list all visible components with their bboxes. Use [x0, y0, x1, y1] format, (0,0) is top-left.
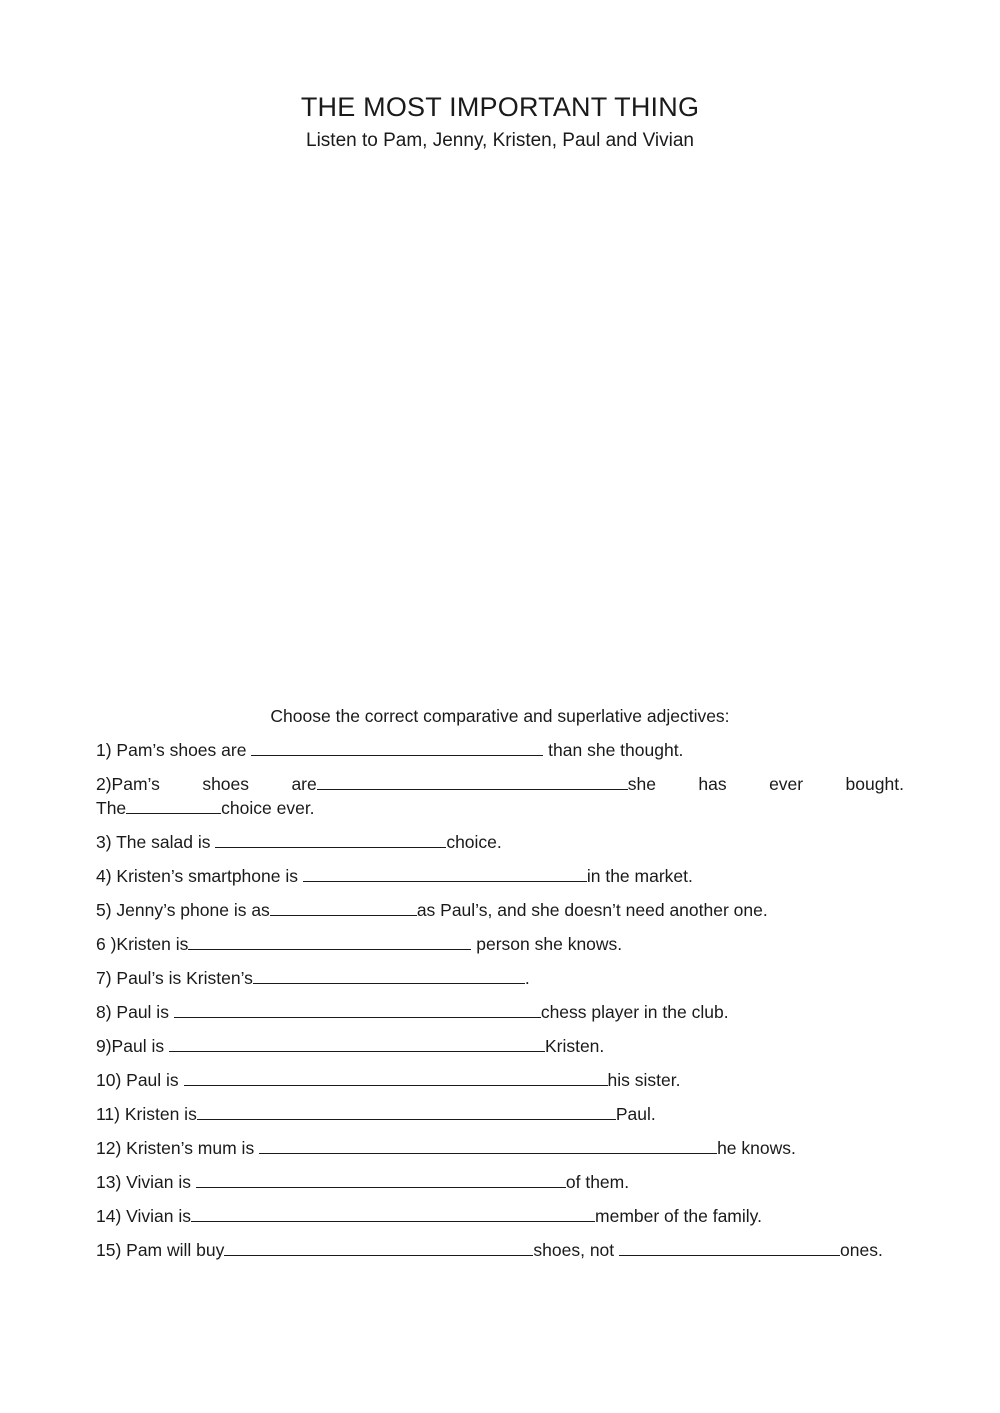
question-text: as Paul’s, and she doesn’t need another one. [416, 900, 768, 920]
question-7 [96, 966, 904, 990]
question-text: of them. [565, 1172, 630, 1192]
question-2-line-1 [96, 772, 904, 796]
answer-blank-7[interactable] [253, 967, 525, 984]
exercise-list [96, 738, 904, 1272]
question-text: are [291, 774, 317, 794]
answer-blank-13[interactable] [196, 1171, 566, 1188]
question-9 [96, 1034, 904, 1058]
question-text: Paul. [615, 1104, 656, 1124]
question-text: choice. [446, 832, 502, 852]
question-text: ones. [840, 1240, 883, 1260]
answer-blank-15a[interactable] [224, 1239, 533, 1256]
question-text: she [627, 774, 656, 794]
question-5 [96, 898, 904, 922]
question-6 [96, 932, 904, 956]
answer-blank-1[interactable] [251, 739, 543, 756]
question-text: bought. [845, 774, 904, 794]
question-text: 5) Jenny’s phone is as [96, 900, 270, 920]
question-text: his sister. [607, 1070, 681, 1090]
question-text: 12) Kristen’s mum is [96, 1138, 260, 1158]
question-text: 2)Pam’s [96, 774, 160, 794]
answer-blank-2a[interactable] [317, 773, 628, 790]
question-text: person she knows. [471, 934, 623, 954]
question-text: 15) Pam will buy [96, 1240, 225, 1260]
question-text: 6 )Kristen is [96, 934, 189, 954]
question-11 [96, 1102, 904, 1126]
question-text: ever [769, 774, 804, 794]
question-text: than she thought. [543, 740, 684, 760]
question-8 [96, 1000, 904, 1024]
question-2 [96, 772, 904, 820]
question-text: The [96, 798, 127, 818]
worksheet-title: THE MOST IMPORTANT THING [300, 92, 700, 122]
question-3 [96, 830, 904, 854]
question-text: 9)Paul is [96, 1036, 169, 1056]
answer-blank-4[interactable] [303, 865, 587, 882]
question-text: has [698, 774, 727, 794]
question-text: 3) The salad is [96, 832, 216, 852]
question-12 [96, 1136, 904, 1160]
question-text: 1) Pam’s shoes are [96, 740, 252, 760]
question-text: shoes [202, 774, 250, 794]
question-text: 4) Kristen’s smartphone is [96, 866, 303, 886]
question-text: 10) Paul is [96, 1070, 184, 1090]
answer-blank-2b[interactable] [126, 797, 221, 814]
question-text: choice ever. [221, 798, 315, 818]
question-text: 7) Paul’s is Kristen’s [96, 968, 253, 988]
question-4 [96, 864, 904, 888]
question-15 [96, 1238, 904, 1262]
answer-blank-11[interactable] [197, 1103, 616, 1120]
question-2-line-2 [96, 796, 904, 820]
answer-blank-5[interactable] [270, 899, 417, 916]
blank-image-area [96, 170, 904, 690]
answer-blank-8[interactable] [174, 1001, 541, 1018]
answer-blank-6[interactable] [188, 933, 471, 950]
worksheet-subtitle: Listen to Pam, Jenny, Kristen, Paul and Vivian [306, 130, 694, 151]
question-text: shoes, not [533, 1240, 620, 1260]
question-14 [96, 1204, 904, 1228]
question-text: 13) Vivian is [96, 1172, 196, 1192]
question-text: 8) Paul is [96, 1002, 174, 1022]
question-13 [96, 1170, 904, 1194]
answer-blank-14[interactable] [191, 1205, 595, 1222]
question-10 [96, 1068, 904, 1092]
question-text: chess player in the club. [540, 1002, 729, 1022]
exercise-instructions: Choose the correct comparative and superlative adjectives: [270, 706, 730, 726]
question-text: in the market. [586, 866, 693, 886]
question-1 [96, 738, 904, 762]
answer-blank-10[interactable] [184, 1069, 608, 1086]
question-text: Kristen. [544, 1036, 605, 1056]
question-text: . [524, 968, 530, 988]
answer-blank-9[interactable] [169, 1035, 545, 1052]
question-text: 11) Kristen is [96, 1104, 197, 1124]
answer-blank-15b[interactable] [619, 1239, 840, 1256]
question-text: member of the family. [595, 1206, 762, 1226]
answer-blank-3[interactable] [215, 831, 446, 848]
question-text: he knows. [717, 1138, 796, 1158]
question-text: 14) Vivian is [96, 1206, 192, 1226]
answer-blank-12[interactable] [259, 1137, 717, 1154]
